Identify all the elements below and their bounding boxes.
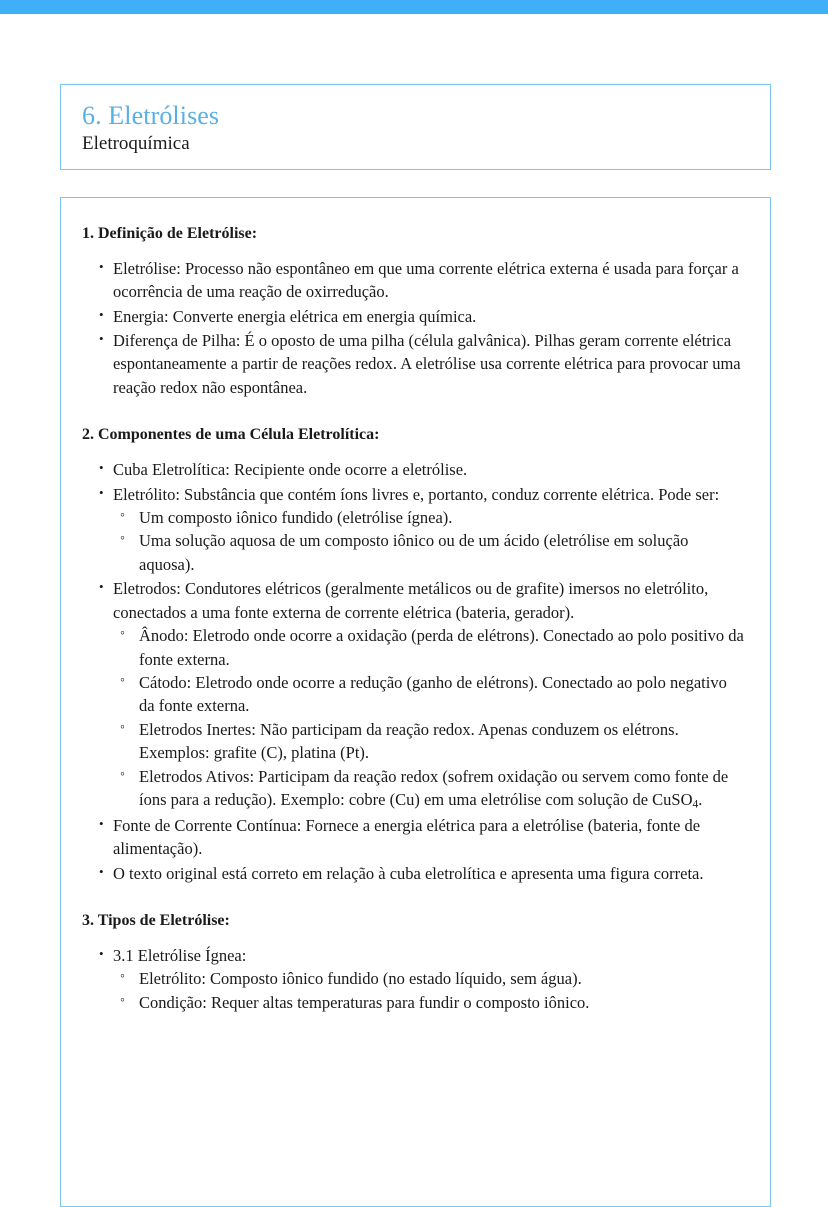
page-title: 6. Eletrólises <box>82 101 220 130</box>
list-item-text: • O texto original está correto em relação à cuba eletrolítica e apresenta uma figura correta. <box>113 862 744 885</box>
list-item-text: • Eletrólise: Processo não espontâneo em que uma corrente elétrica externa é usada para forçar a ocorrência de uma reação de oxirredução. <box>113 257 744 304</box>
sub-bullet-list <box>113 967 744 1014</box>
list-item-text: • 3.1 Eletrólise Ígnea: <box>113 944 744 967</box>
list-item-text: • Energia: Converte energia elétrica em energia química. <box>113 305 744 328</box>
sub-bullet-list <box>113 624 744 813</box>
sub-bullet-list <box>113 506 744 576</box>
list-item <box>82 577 744 813</box>
list-item <box>82 305 744 328</box>
sub-list-item: ◦ Ânodo: Eletrodo onde ocorre a oxidação (perda de elétrons). Conectado ao polo positivo da fonte externa. <box>113 624 744 671</box>
list-item <box>82 944 744 1014</box>
list-item-text: • Eletrodos: Condutores elétricos (geralmente metálicos ou de grafite) imersos no eletrólito, conectados a uma fonte externa de corrente elétrica (bateria, gerador). <box>113 577 744 624</box>
section-heading: 2. Componentes de uma Célula Eletrolítica: <box>82 426 380 444</box>
sections-container <box>82 224 744 1014</box>
bullet-list <box>82 458 744 885</box>
sub-list-item: ◦ Eletrodos Inertes: Não participam da reação redox. Apenas conduzem os elétrons. Exemplos: grafite (C), platina (Pt). <box>113 718 744 765</box>
page-subtitle: Eletroquímica <box>82 132 190 154</box>
list-item <box>82 862 744 885</box>
top-accent-bar <box>0 0 828 14</box>
list-item <box>82 458 744 481</box>
bullet-list <box>82 257 744 400</box>
list-item <box>82 329 744 399</box>
sub-list-item: ◦ Cátodo: Eletrodo onde ocorre a redução (ganho de elétrons). Conectado ao polo negativo da fonte externa. <box>113 671 744 718</box>
title-card <box>60 84 771 170</box>
bullet-list <box>82 944 744 1014</box>
sub-list-item: ◦ Eletrodos Ativos: Participam da reação redox (sofrem oxidação ou servem como fonte de íons para a redução). Exemplo: cobre (Cu) em uma eletrólise com solução de CuSO$_4$. <box>113 765 744 813</box>
list-item <box>82 257 744 304</box>
content-card <box>60 197 771 1207</box>
sub-list-item: ◦ Uma solução aquosa de um composto iônico ou de um ácido (eletrólise em solução aquosa). <box>113 529 744 576</box>
list-item-text: • Cuba Eletrolítica: Recipiente onde ocorre a eletrólise. <box>113 458 744 481</box>
list-item <box>82 483 744 577</box>
sub-list-item: ◦ Condição: Requer altas temperaturas para fundir o composto iônico. <box>113 991 744 1014</box>
document-page <box>0 14 828 1171</box>
list-item-text: • Eletrólito: Substância que contém íons livres e, portanto, conduz corrente elétrica. Pode ser: <box>113 483 744 506</box>
sub-list-item: ◦ Eletrólito: Composto iônico fundido (no estado líquido, sem água). <box>113 967 744 990</box>
sub-list-item: ◦ Um composto iônico fundido (eletrólise ígnea). <box>113 506 744 529</box>
section-heading: 3. Tipos de Eletrólise: <box>82 912 230 930</box>
list-item-text: • Diferença de Pilha: É o oposto de uma pilha (célula galvânica). Pilhas geram corrente elétrica espontaneamente a partir de reações redox. A eletrólise usa corrente elétrica para provocar uma reação redox não espontânea. <box>113 329 744 399</box>
list-item-text: • Fonte de Corrente Contínua: Fornece a energia elétrica para a eletrólise (bateria, fonte de alimentação). <box>113 814 744 861</box>
list-item <box>82 814 744 861</box>
section-heading: 1. Definição de Eletrólise: <box>82 225 258 242</box>
